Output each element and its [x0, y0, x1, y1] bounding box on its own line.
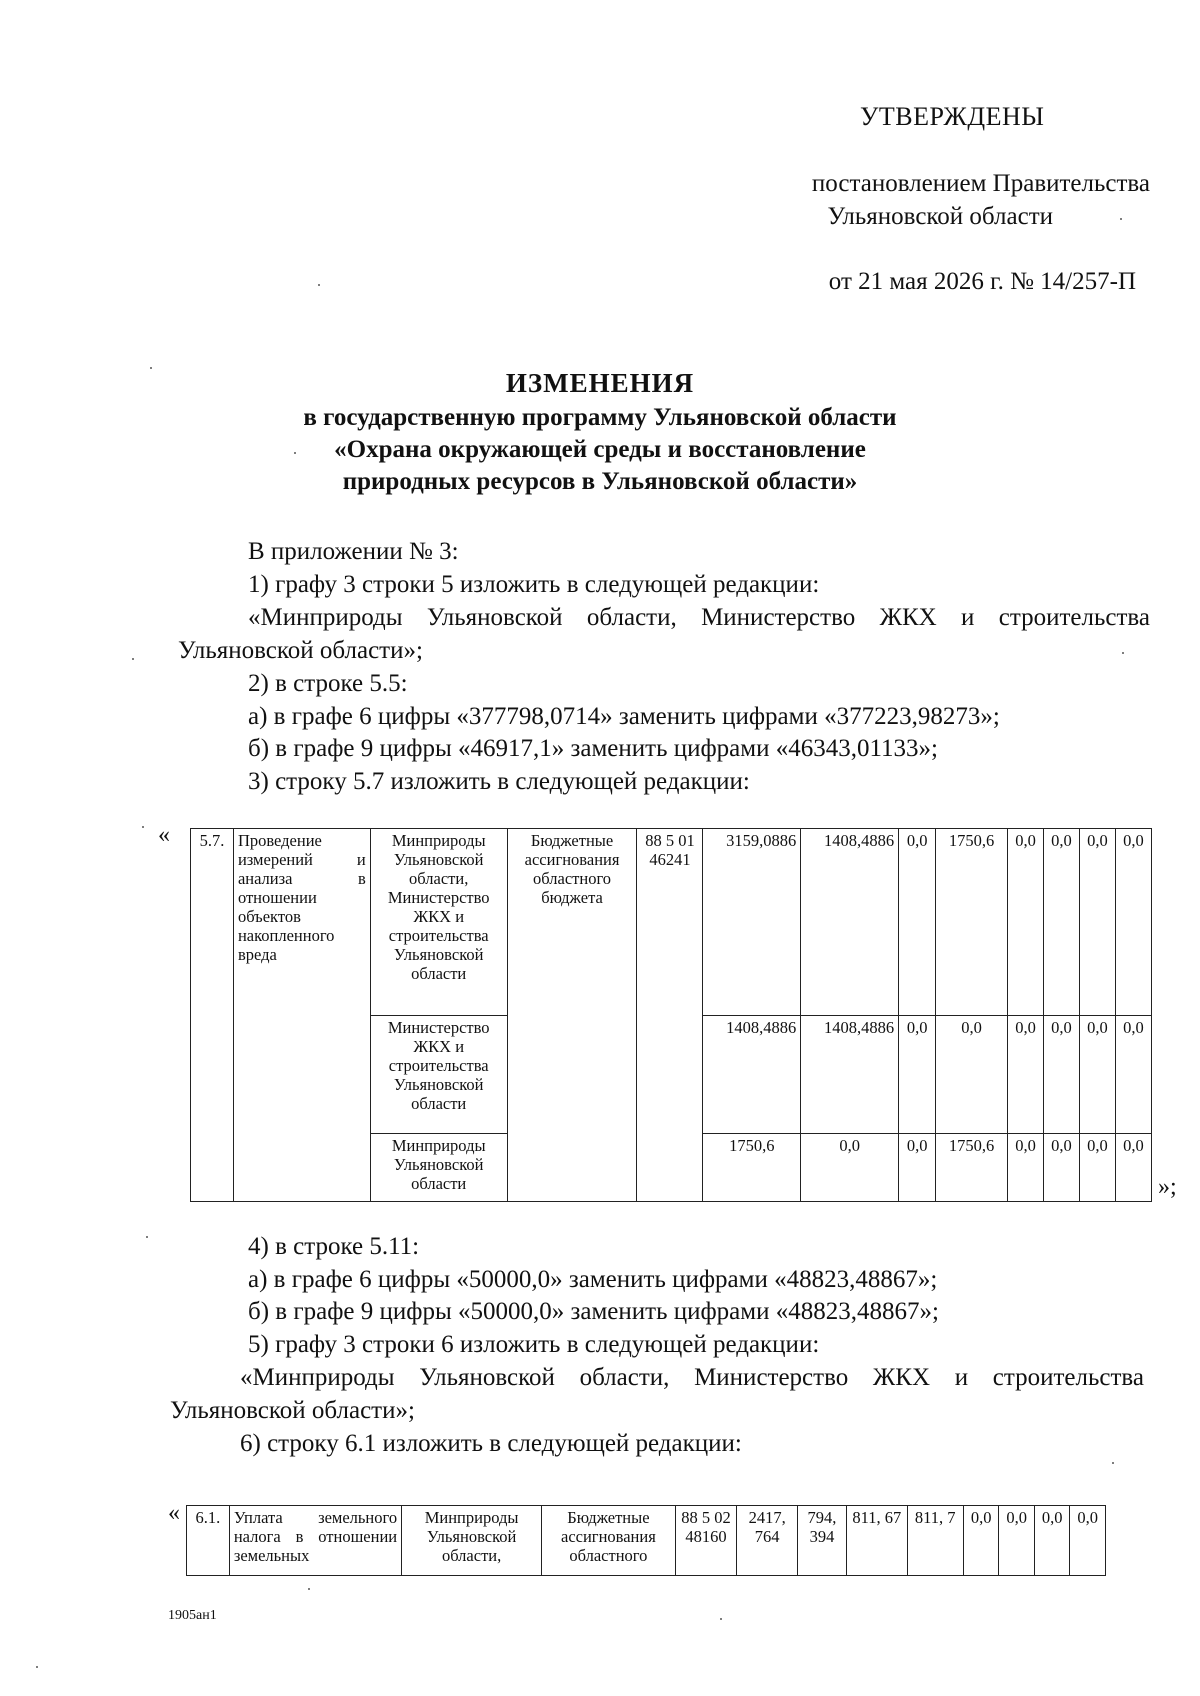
paragraph-item-4a: а) в графе 6 цифры «50000,0» заменить цифрами «48823,48867»;: [248, 1266, 938, 1293]
row-number: 6.1.: [187, 1506, 230, 1576]
scan-speck: [132, 658, 134, 660]
value-year: 0,0: [1008, 1134, 1044, 1202]
executor-cell: Минприроды Ульяновской области, Министерство ЖКХ и строительства Ульяновской области: [370, 829, 507, 1016]
scan-speck: [720, 1618, 722, 1620]
value-year: 0,0: [1115, 829, 1151, 1016]
value-year: 794, 394: [797, 1506, 846, 1576]
paragraph-item-6: 6) строку 6.1 изложить в следующей редакции:: [240, 1430, 742, 1457]
value-total: 1408,4886: [703, 1016, 801, 1134]
value-year: 0,0: [899, 1134, 936, 1202]
value-year: 0,0: [999, 1506, 1035, 1576]
value-year: 0,0: [1079, 829, 1115, 1016]
activity-name: Проведение измерений и анализа в отношении объектов накопленного вреда: [233, 829, 370, 1202]
paragraph-item-2a: а) в графе 6 цифры «377798,0714» заменить цифрами «377223,98273»;: [248, 703, 1000, 730]
value-year: 0,0: [963, 1506, 999, 1576]
document-subtitle-2: «Охрана окружающей среды и восстановление: [334, 436, 866, 463]
scan-speck: [36, 1666, 38, 1668]
scan-speck: [1112, 1462, 1114, 1464]
funding-source: Бюджетные ассигнования областного: [542, 1506, 676, 1576]
scan-speck: [308, 1588, 310, 1590]
table1-open-quote: «: [158, 822, 170, 848]
value-year: 0,0: [1079, 1016, 1115, 1134]
value-year: 811, 7: [907, 1506, 963, 1576]
activity-name: Уплата земельного налога в отношении земельных: [229, 1506, 401, 1576]
table2-open-quote: «: [168, 1500, 180, 1526]
budget-code: 88 5 01 46241: [637, 829, 703, 1202]
paragraph-item-5: 5) графу 3 строки 6 изложить в следующей редакции:: [248, 1331, 820, 1358]
value-year: 0,0: [1034, 1506, 1070, 1576]
table1-close-quote: »;: [1158, 1174, 1177, 1200]
decree-line-2: Ульяновской области: [827, 203, 1053, 230]
paragraph-item-1: 1) графу 3 строки 5 изложить в следующей редакции:: [248, 571, 820, 598]
value-year: 0,0: [1043, 1016, 1079, 1134]
paragraph-item-2b: б) в графе 9 цифры «46917,1» заменить цифрами «46343,01133»;: [248, 735, 938, 762]
value-year: 811, 67: [846, 1506, 907, 1576]
value-year: 0,0: [1115, 1016, 1151, 1134]
paragraph-item-1-text-end: Ульяновской области»;: [178, 637, 423, 664]
value-year: 1408,4886: [801, 829, 899, 1016]
value-year: 0,0: [801, 1134, 899, 1202]
scan-speck: [142, 826, 144, 828]
value-total: 2417, 764: [737, 1506, 798, 1576]
value-year: 0,0: [1079, 1134, 1115, 1202]
value-year: 0,0: [899, 1016, 936, 1134]
row-number: 5.7.: [191, 829, 234, 1202]
decree-date-number: от 21 мая 2026 г. № 14/257-П: [828, 268, 1136, 295]
document-title: ИЗМЕНЕНИЯ: [505, 368, 695, 398]
budget-code: 88 5 02 48160: [675, 1506, 737, 1576]
scan-speck: [1120, 218, 1122, 220]
executor-cell: Министерство ЖКХ и строительства Ульяновской области: [370, 1016, 507, 1134]
approved-heading: УТВЕРЖДЕНЫ: [860, 102, 1045, 131]
footer-code: 1905ан1: [168, 1608, 217, 1623]
scan-speck: [150, 367, 152, 369]
value-year: 1750,6: [936, 1134, 1008, 1202]
paragraph-item-2: 2) в строке 5.5:: [248, 670, 408, 697]
value-total: 3159,0886: [703, 829, 801, 1016]
document-subtitle-3: природных ресурсов в Ульяновской области»: [342, 468, 858, 495]
decree-line-1: постановлением Правительства: [811, 170, 1150, 197]
value-year: 0,0: [1008, 1016, 1044, 1134]
paragraph-item-5-text: «Минприроды Ульяновской области, Министерство ЖКХ и строительства: [240, 1364, 1144, 1391]
scan-speck: [294, 452, 296, 454]
scan-speck: [146, 1236, 148, 1238]
value-year: 0,0: [1070, 1506, 1106, 1576]
value-year: 0,0: [899, 829, 936, 1016]
paragraph-item-4: 4) в строке 5.11:: [248, 1233, 420, 1260]
document-subtitle-1: в государственную программу Ульяновской области: [303, 404, 897, 431]
table-row-6-1: [186, 1505, 1106, 1576]
value-year: 1408,4886: [801, 1016, 899, 1134]
paragraph-item-1-text: «Минприроды Ульяновской области, Министерство ЖКХ и строительства: [248, 604, 1150, 631]
funding-source: Бюджетные ассигнования областного бюджета: [507, 829, 637, 1202]
executor-cell: Минприроды Ульяновской области,: [402, 1506, 542, 1576]
value-year: 1750,6: [936, 829, 1008, 1016]
paragraph-item-5-text-end: Ульяновской области»;: [170, 1397, 415, 1424]
value-total: 1750,6: [703, 1134, 801, 1202]
table-row-5-7: [190, 828, 1152, 1202]
paragraph-item-3: 3) строку 5.7 изложить в следующей редакции:: [248, 768, 750, 795]
scan-speck: [1122, 652, 1124, 654]
value-year: 0,0: [1043, 829, 1079, 1016]
value-year: 0,0: [1008, 829, 1044, 1016]
scan-speck: [318, 284, 320, 286]
value-year: 0,0: [1115, 1134, 1151, 1202]
paragraph-appendix: В приложении № 3:: [248, 538, 459, 565]
executor-cell: Минприроды Ульяновской области: [370, 1134, 507, 1202]
paragraph-item-4b: б) в графе 9 цифры «50000,0» заменить цифрами «48823,48867»;: [248, 1298, 939, 1325]
value-year: 0,0: [1043, 1134, 1079, 1202]
value-year: 0,0: [936, 1016, 1008, 1134]
